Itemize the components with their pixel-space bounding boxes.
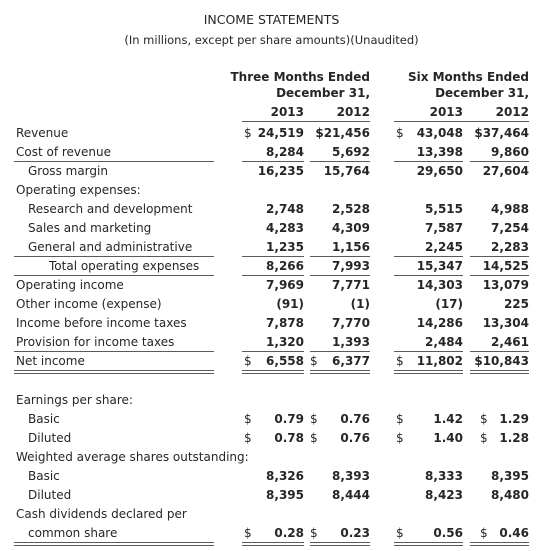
cell-6m-2012: 13,304 (482, 316, 529, 330)
cell-6m-2012: 1.28 (499, 431, 529, 445)
table-row (0, 143, 543, 162)
cell-6m-2013: 1.42 (433, 412, 463, 426)
label-underline (14, 161, 214, 162)
cell-3m-2012: 1,393 (332, 335, 370, 349)
row-label: Sales and marketing (28, 221, 152, 235)
single-underline (470, 161, 529, 162)
cell-3m-2013: 7,878 (266, 316, 304, 330)
header-rule-three-months (242, 121, 370, 122)
row-label: General and administrative (28, 240, 193, 254)
six-months-header-line1: Six Months Ended (407, 70, 529, 84)
cell-3m-2012: 2,528 (332, 202, 370, 216)
cell-6m-2012: 8,395 (491, 469, 529, 483)
currency-sign-3m-2013: $ (244, 431, 252, 445)
cell-3m-2012: 0.76 (340, 431, 370, 445)
cell-3m-2013: 0.78 (274, 431, 304, 445)
cell-3m-2012: 0.23 (340, 526, 370, 540)
three-months-header-line1: Three Months Ended (230, 70, 370, 84)
cell-3m-2012: 7,771 (332, 278, 370, 292)
cell-6m-2013: 29,650 (416, 164, 463, 178)
year-header-3m-2013: 2013 (270, 105, 304, 119)
cell-6m-2013: 1.40 (433, 431, 463, 445)
label-underline (14, 351, 214, 352)
single-underline (394, 275, 463, 276)
cell-3m-2013: 2,748 (266, 202, 304, 216)
table-row (0, 352, 543, 371)
row-label: Cash dividends declared per (16, 507, 187, 521)
cell-3m-2013: 6,558 (266, 354, 304, 368)
cell-6m-2013: 7,587 (425, 221, 463, 235)
three-months-header-line2: December 31, (276, 86, 370, 100)
table-row (0, 276, 543, 295)
label-underline (14, 256, 214, 257)
row-label: Net income (16, 354, 85, 368)
six-months-header-line2: December 31, (435, 86, 529, 100)
cell-3m-2012: 4,309 (332, 221, 370, 235)
row-label: Diluted (28, 431, 72, 445)
single-underline (470, 351, 529, 352)
cell-6m-2012: 27,604 (482, 164, 529, 178)
cell-3m-2012: 1,156 (332, 240, 370, 254)
currency-sign-6m-2012: $ (480, 431, 488, 445)
year-header-6m-2012: 2012 (495, 105, 529, 119)
row-label: Basic (28, 469, 60, 483)
cell-6m-2013: 5,515 (425, 202, 463, 216)
year-header-6m-2013: 2013 (429, 105, 463, 119)
single-underline (394, 161, 463, 162)
double-underline (394, 542, 463, 546)
single-underline (242, 256, 304, 257)
header-rule-six-months (394, 121, 529, 122)
label-underline (14, 542, 214, 546)
row-label: Earnings per share: (16, 393, 133, 407)
cell-3m-2013: 8,395 (266, 488, 304, 502)
cell-6m-2012: 2,283 (491, 240, 529, 254)
cell-3m-2013: 7,969 (266, 278, 304, 292)
cell-6m-2013: 2,484 (425, 335, 463, 349)
cell-6m-2013: 15,347 (416, 259, 463, 273)
double-underline (470, 370, 529, 374)
single-underline (394, 351, 463, 352)
table-row (0, 238, 543, 257)
double-underline (242, 542, 304, 546)
table-row (0, 410, 543, 429)
double-underline (394, 370, 463, 374)
currency-sign-6m-2012: $ (480, 412, 488, 426)
table-row (0, 257, 543, 276)
single-underline (310, 256, 370, 257)
cell-6m-2012: $10,843 (474, 354, 529, 368)
currency-sign-6m-2013: $ (396, 126, 404, 140)
cell-6m-2012: 2,461 (491, 335, 529, 349)
row-label: Cost of revenue (16, 145, 112, 159)
table-row (0, 429, 543, 448)
row-label: Operating income (16, 278, 124, 292)
single-underline (394, 256, 463, 257)
double-underline (242, 370, 304, 374)
single-underline (242, 351, 304, 352)
row-label: Income before income taxes (16, 316, 187, 330)
cell-3m-2012: 0.76 (340, 412, 370, 426)
double-underline (470, 542, 529, 546)
cell-3m-2012: 7,770 (332, 316, 370, 330)
cell-6m-2013: 14,286 (416, 316, 463, 330)
cell-3m-2013: 0.28 (274, 526, 304, 540)
table-row (0, 200, 543, 219)
cell-6m-2012: 225 (503, 297, 529, 311)
statement-subtitle: (In millions, except per share amounts)(Unaudited) (124, 33, 419, 47)
cell-6m-2013: 14,303 (416, 278, 463, 292)
table-row (0, 486, 543, 505)
cell-6m-2012: 14,525 (482, 259, 529, 273)
cell-6m-2013: 0.56 (433, 526, 463, 540)
currency-sign-6m-2013: $ (396, 526, 404, 540)
single-underline (242, 161, 304, 162)
table-row (0, 124, 543, 143)
cell-3m-2013: (91) (276, 297, 304, 311)
cell-6m-2013: 13,398 (416, 145, 463, 159)
table-row (0, 333, 543, 352)
row-label: Diluted (28, 488, 72, 502)
table-row (0, 295, 543, 314)
cell-3m-2013: 4,283 (266, 221, 304, 235)
year-header-3m-2012: 2012 (336, 105, 370, 119)
cell-3m-2013: 1,320 (266, 335, 304, 349)
cell-6m-2012: $37,464 (474, 126, 529, 140)
single-underline (310, 275, 370, 276)
currency-sign-3m-2012: $ (310, 526, 318, 540)
cell-3m-2012: (1) (350, 297, 370, 311)
cell-6m-2012: 13,079 (482, 278, 529, 292)
table-row (0, 314, 543, 333)
row-label: Revenue (16, 126, 69, 140)
table-row (0, 162, 543, 181)
statement-title: INCOME STATEMENTS (203, 12, 340, 27)
currency-sign-3m-2013: $ (244, 126, 252, 140)
cell-6m-2012: 1.29 (499, 412, 529, 426)
cell-6m-2012: 9,860 (491, 145, 529, 159)
cell-3m-2012: 6,377 (332, 354, 370, 368)
currency-sign-6m-2013: $ (396, 431, 404, 445)
row-label: Research and development (28, 202, 193, 216)
currency-sign-3m-2013: $ (244, 354, 252, 368)
table-row (0, 391, 543, 410)
cell-3m-2013: 1,235 (266, 240, 304, 254)
single-underline (470, 275, 529, 276)
cell-3m-2013: 0.79 (274, 412, 304, 426)
cell-3m-2012: 8,393 (332, 469, 370, 483)
single-underline (470, 256, 529, 257)
table-row (0, 448, 543, 467)
cell-3m-2013: 8,284 (266, 145, 304, 159)
row-label: Basic (28, 412, 60, 426)
cell-6m-2012: 7,254 (491, 221, 529, 235)
table-row (0, 219, 543, 238)
cell-6m-2013: 43,048 (416, 126, 463, 140)
cell-3m-2012: $21,456 (315, 126, 370, 140)
row-label: Provision for income taxes (16, 335, 175, 349)
row-label: common share (28, 526, 118, 540)
label-underline (14, 370, 214, 374)
table-row (0, 467, 543, 486)
cell-6m-2012: 4,988 (491, 202, 529, 216)
double-underline (310, 542, 370, 546)
cell-3m-2012: 8,444 (332, 488, 370, 502)
cell-3m-2013: 16,235 (257, 164, 304, 178)
currency-sign-6m-2012: $ (480, 526, 488, 540)
cell-3m-2012: 7,993 (332, 259, 370, 273)
currency-sign-3m-2012: $ (310, 412, 318, 426)
currency-sign-3m-2012: $ (310, 354, 318, 368)
table-row (0, 505, 543, 524)
double-underline (310, 370, 370, 374)
row-label: Gross margin (28, 164, 108, 178)
cell-3m-2013: 8,266 (266, 259, 304, 273)
cell-6m-2012: 0.46 (499, 526, 529, 540)
row-label: Other income (expense) (16, 297, 162, 311)
currency-sign-3m-2013: $ (244, 412, 252, 426)
cell-6m-2013: 8,423 (425, 488, 463, 502)
single-underline (242, 275, 304, 276)
cell-3m-2012: 15,764 (323, 164, 370, 178)
table-row (0, 181, 543, 200)
single-underline (310, 351, 370, 352)
row-label: Total operating expenses (49, 259, 200, 273)
cell-3m-2013: 8,326 (266, 469, 304, 483)
row-label: Operating expenses: (16, 183, 141, 197)
cell-6m-2013: 2,245 (425, 240, 463, 254)
currency-sign-6m-2013: $ (396, 354, 404, 368)
currency-sign-6m-2013: $ (396, 412, 404, 426)
row-label: Weighted average shares outstanding: (16, 450, 249, 464)
cell-6m-2013: (17) (435, 297, 463, 311)
label-underline (14, 275, 214, 276)
cell-6m-2012: 8,480 (491, 488, 529, 502)
cell-6m-2013: 8,333 (425, 469, 463, 483)
currency-sign-3m-2013: $ (244, 526, 252, 540)
single-underline (310, 161, 370, 162)
cell-3m-2012: 5,692 (332, 145, 370, 159)
cell-6m-2013: 11,802 (416, 354, 463, 368)
currency-sign-3m-2012: $ (310, 431, 318, 445)
table-row (0, 524, 543, 543)
cell-3m-2013: 24,519 (257, 126, 304, 140)
